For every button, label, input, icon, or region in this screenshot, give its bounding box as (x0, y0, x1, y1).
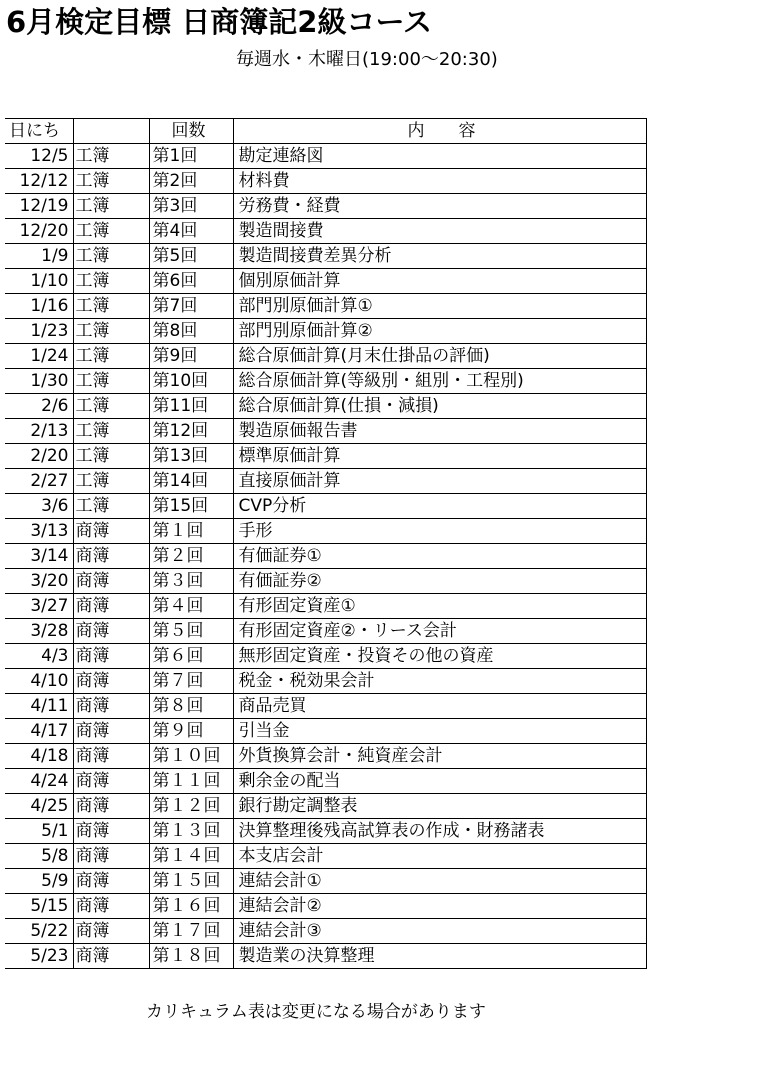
row-date: 3/28 (5, 619, 73, 644)
table-row (5, 144, 646, 169)
curriculum-table (5, 118, 647, 969)
row-date: 5/23 (5, 944, 73, 969)
row-content: 製造間接費 (233, 219, 646, 244)
row-date: 2/20 (5, 444, 73, 469)
header-number: 回数 (149, 119, 233, 144)
row-number: 第3回 (149, 194, 233, 219)
row-date: 3/6 (5, 494, 73, 519)
row-content: 本支店会計 (233, 844, 646, 869)
table-row (5, 344, 646, 369)
row-date: 5/8 (5, 844, 73, 869)
row-number: 第8回 (149, 319, 233, 344)
row-date: 12/19 (5, 194, 73, 219)
row-content: 連結会計① (233, 869, 646, 894)
row-category: 商簿 (73, 669, 149, 694)
row-date: 1/16 (5, 294, 73, 319)
row-category: 工簿 (73, 194, 149, 219)
row-number: 第１４回 (149, 844, 233, 869)
row-date: 4/3 (5, 644, 73, 669)
row-date: 4/18 (5, 744, 73, 769)
row-date: 1/9 (5, 244, 73, 269)
table-row (5, 594, 646, 619)
row-date: 5/1 (5, 819, 73, 844)
row-content: 部門別原価計算② (233, 319, 646, 344)
row-content: 製造原価報告書 (233, 419, 646, 444)
row-category: 商簿 (73, 869, 149, 894)
row-number: 第２回 (149, 544, 233, 569)
table-row (5, 269, 646, 294)
row-content: 製造業の決算整理 (233, 944, 646, 969)
table-row (5, 319, 646, 344)
row-number: 第4回 (149, 219, 233, 244)
row-content: 有形固定資産① (233, 594, 646, 619)
table-row (5, 394, 646, 419)
row-number: 第11回 (149, 394, 233, 419)
row-content: 決算整理後残高試算表の作成・財務諸表 (233, 819, 646, 844)
row-number: 第３回 (149, 569, 233, 594)
row-category: 工簿 (73, 369, 149, 394)
row-number: 第9回 (149, 344, 233, 369)
table-row (5, 719, 646, 744)
row-content: 無形固定資産・投資その他の資産 (233, 644, 646, 669)
table-row (5, 794, 646, 819)
row-content: 総合原価計算(月末仕掛品の評価) (233, 344, 646, 369)
table-row (5, 919, 646, 944)
row-number: 第2回 (149, 169, 233, 194)
row-category: 商簿 (73, 819, 149, 844)
table-row (5, 694, 646, 719)
row-category: 工簿 (73, 494, 149, 519)
table-row (5, 769, 646, 794)
row-number: 第１３回 (149, 819, 233, 844)
table-row (5, 569, 646, 594)
table-row (5, 494, 646, 519)
row-category: 商簿 (73, 794, 149, 819)
row-category: 工簿 (73, 319, 149, 344)
row-date: 12/12 (5, 169, 73, 194)
row-category: 工簿 (73, 244, 149, 269)
row-content: CVP分析 (233, 494, 646, 519)
row-content: 個別原価計算 (233, 269, 646, 294)
row-number: 第１７回 (149, 919, 233, 944)
row-date: 4/25 (5, 794, 73, 819)
table-row (5, 669, 646, 694)
row-date: 2/6 (5, 394, 73, 419)
row-date: 4/17 (5, 719, 73, 744)
table-row (5, 444, 646, 469)
row-category: 商簿 (73, 769, 149, 794)
table-row (5, 869, 646, 894)
row-category: 工簿 (73, 169, 149, 194)
row-date: 5/22 (5, 919, 73, 944)
table-row (5, 369, 646, 394)
row-number: 第１５回 (149, 869, 233, 894)
row-number: 第７回 (149, 669, 233, 694)
row-content: 標準原価計算 (233, 444, 646, 469)
row-content: 材料費 (233, 169, 646, 194)
row-category: 商簿 (73, 619, 149, 644)
row-content: 商品売買 (233, 694, 646, 719)
table-row (5, 244, 646, 269)
table-row (5, 169, 646, 194)
row-date: 4/11 (5, 694, 73, 719)
row-content: 連結会計② (233, 894, 646, 919)
row-category: 工簿 (73, 344, 149, 369)
table-row (5, 894, 646, 919)
page-title: 6月検定目標 日商簿記2級コース (6, 5, 433, 39)
table-row (5, 219, 646, 244)
row-number: 第４回 (149, 594, 233, 619)
row-category: 工簿 (73, 219, 149, 244)
table-row (5, 819, 646, 844)
row-category: 工簿 (73, 394, 149, 419)
row-number: 第7回 (149, 294, 233, 319)
table-row (5, 944, 646, 969)
row-content: 外貨換算会計・純資産会計 (233, 744, 646, 769)
row-number: 第１８回 (149, 944, 233, 969)
row-content: 勘定連絡図 (233, 144, 646, 169)
row-number: 第15回 (149, 494, 233, 519)
row-content: 税金・税効果会計 (233, 669, 646, 694)
row-number: 第13回 (149, 444, 233, 469)
row-content: 有価証券① (233, 544, 646, 569)
row-number: 第10回 (149, 369, 233, 394)
row-number: 第１回 (149, 519, 233, 544)
row-content: 労務費・経費 (233, 194, 646, 219)
row-date: 2/27 (5, 469, 73, 494)
row-content: 部門別原価計算① (233, 294, 646, 319)
schedule-subtitle: 毎週水・木曜日(19:00～20:30) (236, 49, 498, 70)
table-row (5, 419, 646, 444)
row-category: 工簿 (73, 144, 149, 169)
row-content: 連結会計③ (233, 919, 646, 944)
row-category: 工簿 (73, 294, 149, 319)
table-row (5, 744, 646, 769)
row-category: 商簿 (73, 719, 149, 744)
table-row (5, 469, 646, 494)
table-row (5, 544, 646, 569)
header-date: 日にち (5, 119, 73, 144)
table-row (5, 194, 646, 219)
footer-note: カリキュラム表は変更になる場合があります (146, 1002, 486, 1022)
row-number: 第12回 (149, 419, 233, 444)
row-number: 第1回 (149, 144, 233, 169)
row-category: 商簿 (73, 544, 149, 569)
row-content: 引当金 (233, 719, 646, 744)
row-number: 第１１回 (149, 769, 233, 794)
row-date: 1/30 (5, 369, 73, 394)
row-number: 第１６回 (149, 894, 233, 919)
row-date: 4/10 (5, 669, 73, 694)
row-date: 5/15 (5, 894, 73, 919)
row-category: 商簿 (73, 594, 149, 619)
row-date: 3/27 (5, 594, 73, 619)
row-date: 3/20 (5, 569, 73, 594)
table-row (5, 519, 646, 544)
row-category: 商簿 (73, 569, 149, 594)
table-row (5, 844, 646, 869)
row-content: 総合原価計算(等級別・組別・工程別) (233, 369, 646, 394)
row-date: 1/23 (5, 319, 73, 344)
row-category: 商簿 (73, 744, 149, 769)
row-date: 12/5 (5, 144, 73, 169)
row-category: 工簿 (73, 269, 149, 294)
row-number: 第14回 (149, 469, 233, 494)
row-content: 総合原価計算(仕損・減損) (233, 394, 646, 419)
row-content: 有形固定資産②・リース会計 (233, 619, 646, 644)
row-number: 第８回 (149, 694, 233, 719)
row-category: 商簿 (73, 519, 149, 544)
row-content: 銀行勘定調整表 (233, 794, 646, 819)
row-date: 2/13 (5, 419, 73, 444)
row-content: 手形 (233, 519, 646, 544)
row-date: 5/9 (5, 869, 73, 894)
table-row (5, 619, 646, 644)
row-number: 第６回 (149, 644, 233, 669)
row-category: 工簿 (73, 469, 149, 494)
row-number: 第5回 (149, 244, 233, 269)
row-content: 製造間接費差異分析 (233, 244, 646, 269)
row-category: 工簿 (73, 444, 149, 469)
row-category: 商簿 (73, 894, 149, 919)
row-date: 3/14 (5, 544, 73, 569)
row-category: 商簿 (73, 944, 149, 969)
row-content: 剰余金の配当 (233, 769, 646, 794)
row-number: 第１２回 (149, 794, 233, 819)
row-date: 12/20 (5, 219, 73, 244)
row-number: 第９回 (149, 719, 233, 744)
row-number: 第１０回 (149, 744, 233, 769)
row-number: 第6回 (149, 269, 233, 294)
row-category: 工簿 (73, 419, 149, 444)
table-header-row (5, 119, 646, 144)
row-category: 商簿 (73, 644, 149, 669)
table-row (5, 644, 646, 669)
row-date: 3/13 (5, 519, 73, 544)
row-date: 4/24 (5, 769, 73, 794)
row-date: 1/24 (5, 344, 73, 369)
header-content: 内 容 (233, 119, 646, 144)
row-category: 商簿 (73, 919, 149, 944)
header-category (73, 119, 149, 144)
row-date: 1/10 (5, 269, 73, 294)
row-content: 有価証券② (233, 569, 646, 594)
table-row (5, 294, 646, 319)
row-content: 直接原価計算 (233, 469, 646, 494)
row-category: 商簿 (73, 694, 149, 719)
row-number: 第５回 (149, 619, 233, 644)
row-category: 商簿 (73, 844, 149, 869)
